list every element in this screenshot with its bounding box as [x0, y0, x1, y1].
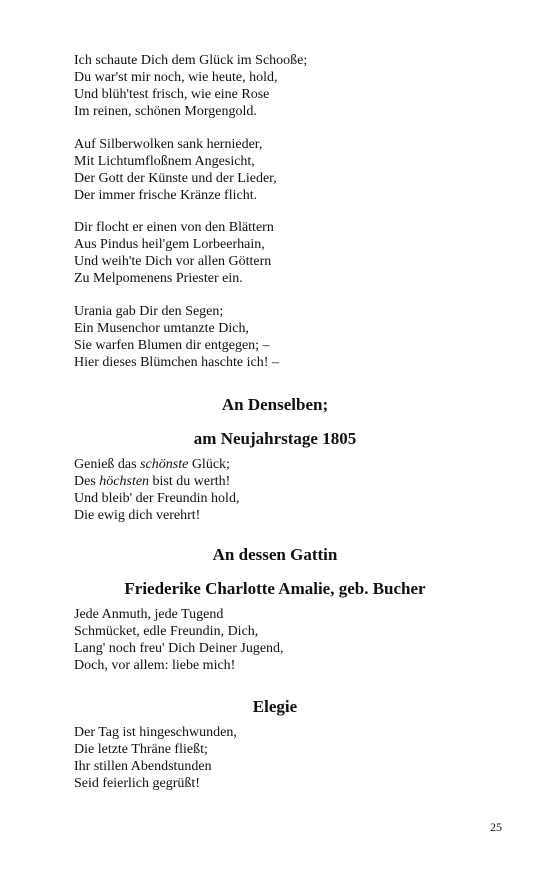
verse-line: Ich schaute Dich dem Glück im Schooße;	[74, 53, 308, 68]
verse-line: Urania gab Dir den Segen;	[74, 304, 224, 319]
verse-line: Des höchsten bist du werth!	[74, 474, 231, 489]
verse-line: Genieß das schönste Glück;	[74, 457, 230, 472]
verse-line: Doch, vor allem: liebe mich!	[74, 658, 236, 673]
verse-line: Der Tag ist hingeschwunden,	[74, 725, 237, 740]
verse-line: Zu Melpomenens Priester ein.	[74, 271, 243, 286]
poem-subtitle-friederike: Friederike Charlotte Amalie, geb. Bucher	[124, 579, 426, 598]
verse-line: Lang' noch freu' Dich Deiner Jugend,	[74, 641, 284, 656]
verse-line: Schmücket, edle Freundin, Dich,	[74, 624, 259, 639]
verse-line: Der immer frische Kränze flicht.	[74, 188, 258, 203]
verse-line: Ihr stillen Abendstunden	[74, 759, 212, 774]
verse-line: Sie warfen Blumen dir entgegen; –	[74, 338, 270, 353]
stanza-3	[74, 219, 494, 287]
stanza-2	[74, 136, 494, 204]
verse-line: Und bleib' der Freundin hold,	[74, 491, 240, 506]
poem-title-an-dessen-gattin: An dessen Gattin	[212, 545, 338, 564]
verse-line: Auf Silberwolken sank hernieder,	[74, 137, 263, 152]
verse-line: Seid feierlich gegrüßt!	[74, 776, 200, 791]
stanza-an-denselben	[74, 456, 494, 524]
verse-line: Die letzte Thräne fließt;	[74, 742, 208, 757]
stanza-1	[74, 52, 494, 120]
stanza-4	[74, 303, 494, 371]
verse-line: Aus Pindus heil'gem Lorbeerhain,	[74, 237, 265, 252]
verse-line: Mit Lichtumfloßnem Angesicht,	[74, 154, 255, 169]
stanza-an-dessen-gattin	[74, 606, 494, 674]
verse-line: Und blüh'test frisch, wie eine Rose	[74, 87, 270, 102]
poem-title-an-denselben: An Denselben;	[221, 395, 329, 414]
verse-line: Und weih'te Dich vor allen Göttern	[74, 254, 272, 269]
page-number: 25	[490, 820, 502, 834]
verse-line: Im reinen, schönen Morgengold.	[74, 104, 257, 119]
poem-title-elegie: Elegie	[252, 697, 298, 716]
verse-line: Du war'st mir noch, wie heute, hold,	[74, 70, 278, 85]
poem-subtitle-neujahrstage: am Neujahrstage 1805	[193, 429, 357, 448]
verse-line: Jede Anmuth, jede Tugend	[74, 607, 224, 622]
verse-line: Der Gott der Künste und der Lieder,	[74, 171, 277, 186]
verse-line: Die ewig dich verehrt!	[74, 508, 201, 523]
verse-line: Dir flocht er einen von den Blättern	[74, 220, 274, 235]
stanza-elegie	[74, 724, 494, 792]
verse-line: Ein Musenchor umtanzte Dich,	[74, 321, 249, 336]
verse-line: Hier dieses Blümchen haschte ich! –	[74, 355, 279, 370]
